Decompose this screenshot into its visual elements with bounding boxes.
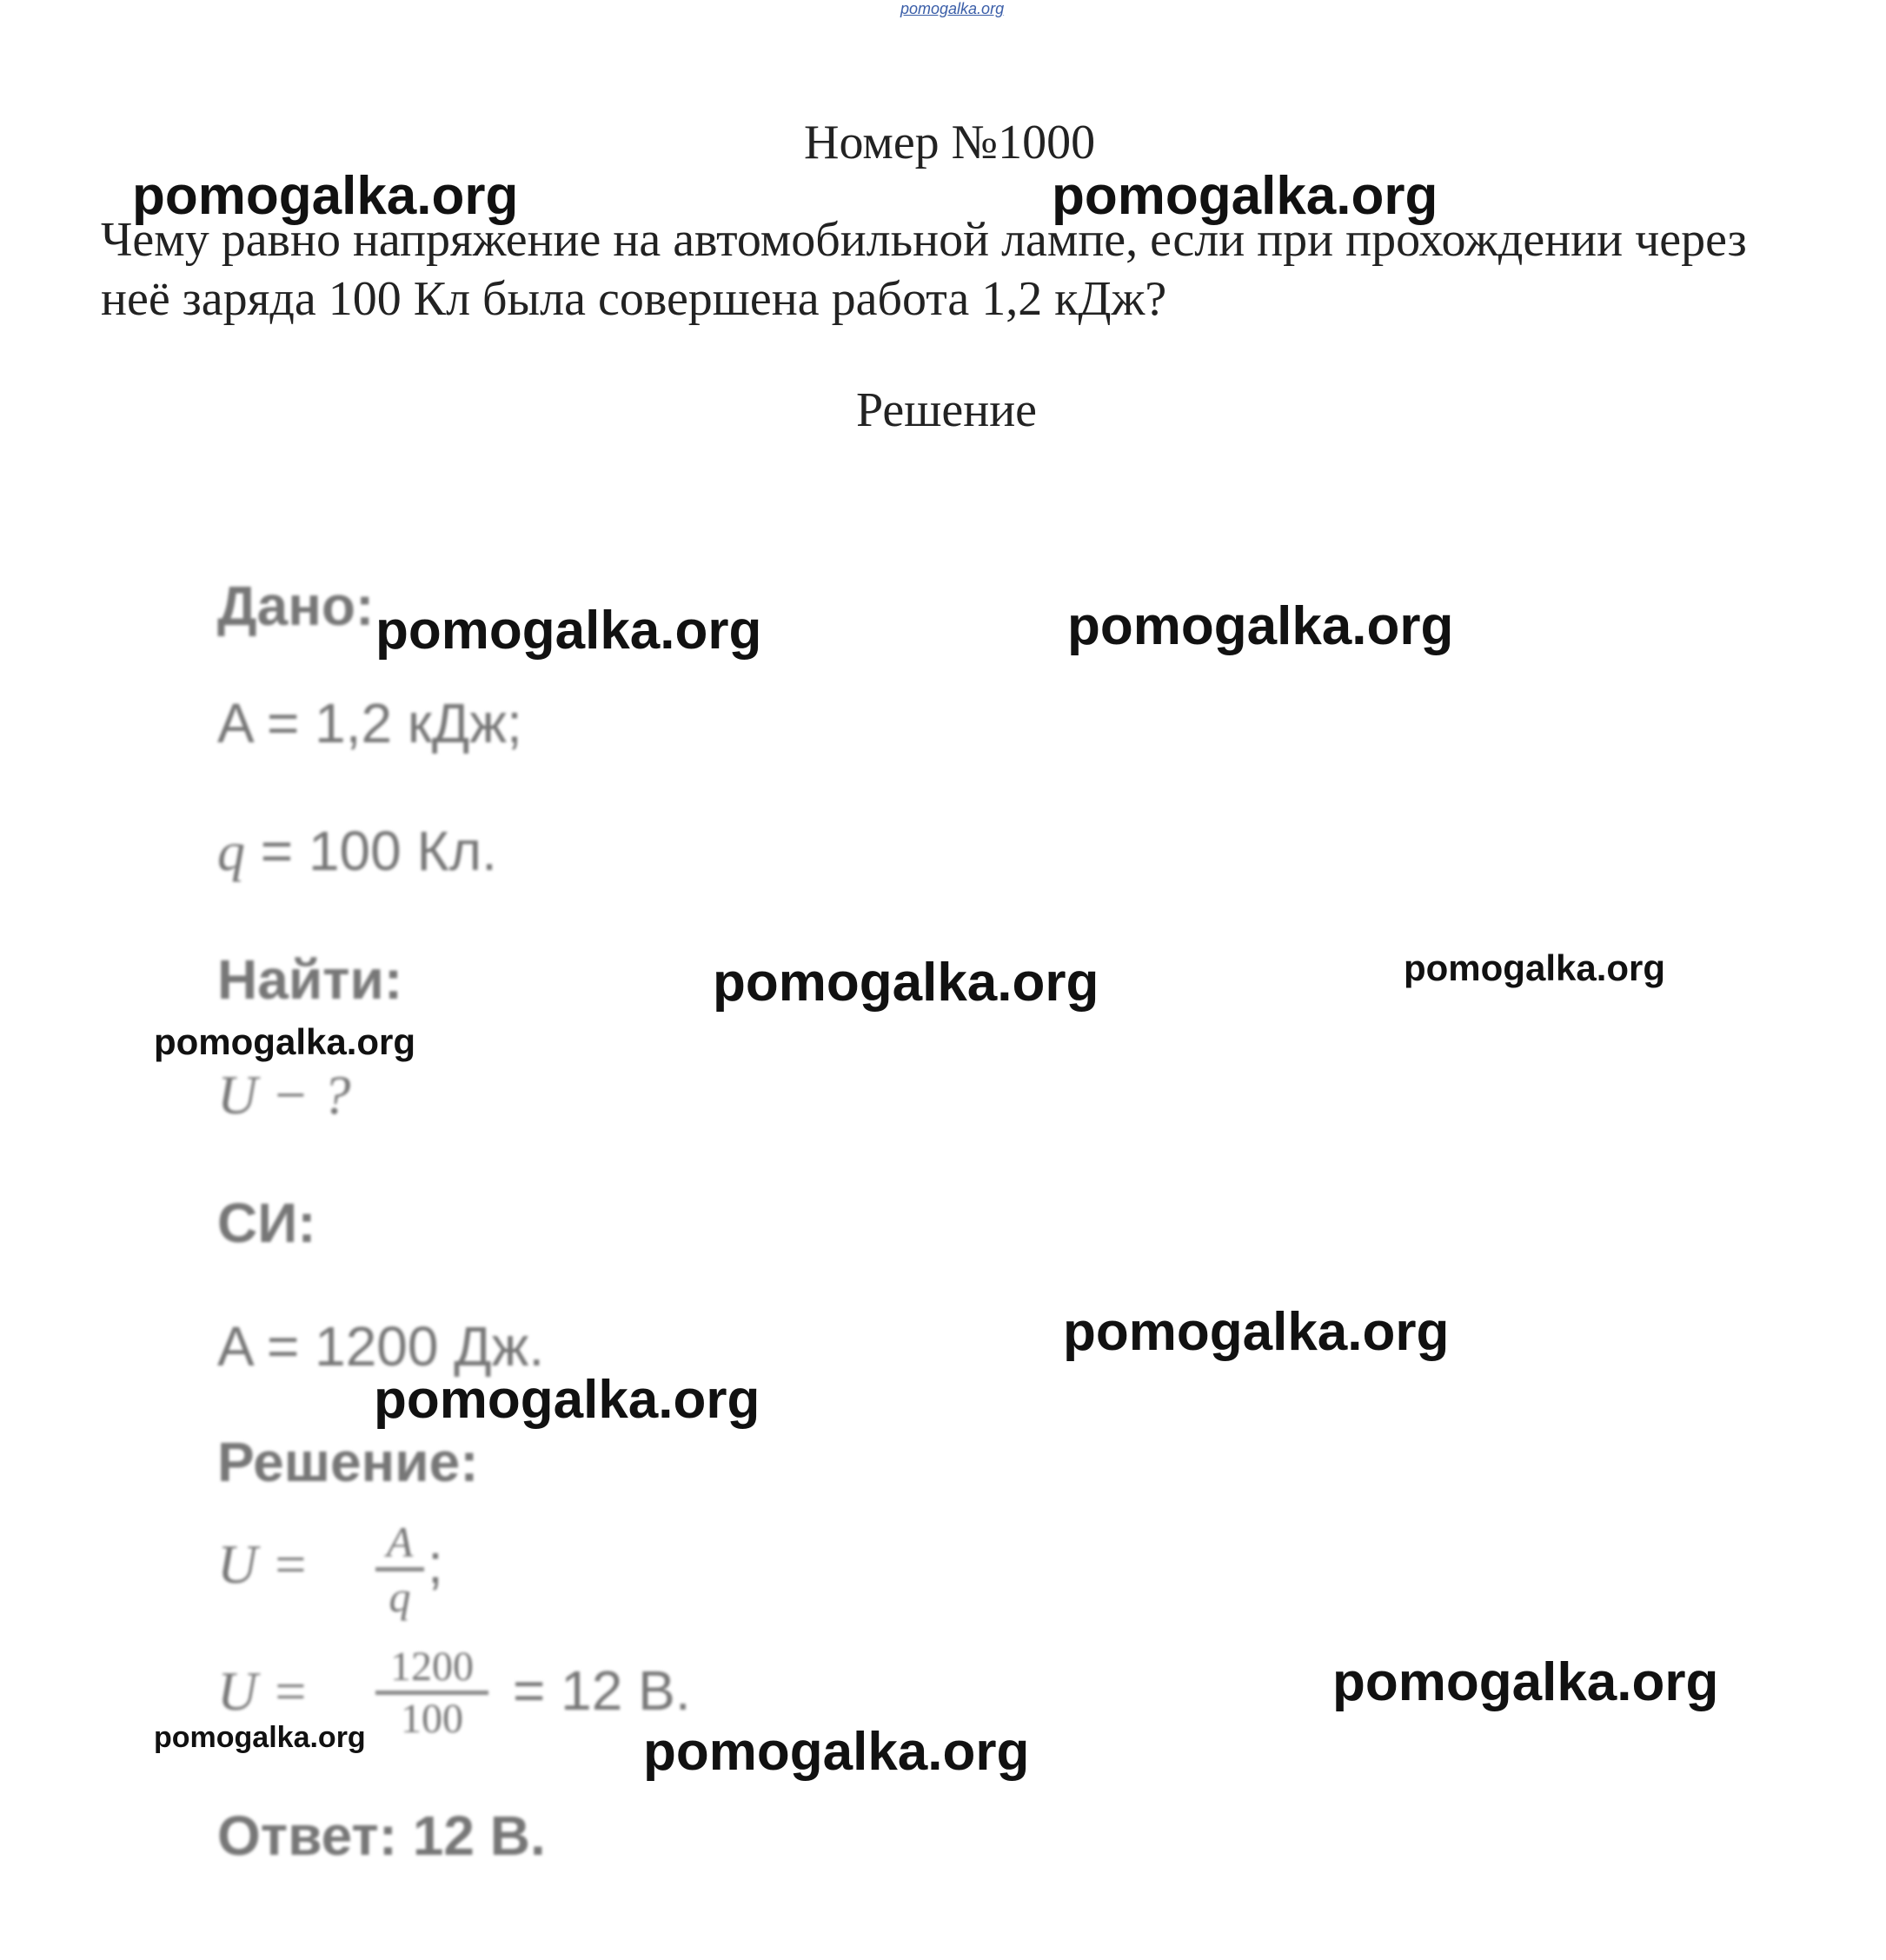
solution-heading: Решение <box>856 383 1038 437</box>
formula-lhs-text: U = <box>217 1533 309 1595</box>
calc-lhs-text: U = <box>217 1660 309 1722</box>
find-label: Найти: <box>217 948 403 1011</box>
watermark: pomogalka.org <box>154 1021 416 1062</box>
formula-lhs <box>217 1531 309 1597</box>
watermark: pomogalka.org <box>1052 166 1438 226</box>
watermark: pomogalka.org <box>1332 1652 1719 1712</box>
formula-numerator: A <box>386 1518 414 1566</box>
page-title: Номер №1000 <box>804 116 1096 169</box>
answer: Ответ: 12 В. <box>217 1804 546 1867</box>
si-label: СИ: <box>217 1192 316 1254</box>
watermark: pomogalka.org <box>643 1722 1030 1782</box>
formula-end: ; <box>428 1532 443 1595</box>
scan-solution-label: Решение: <box>217 1431 479 1493</box>
watermark: pomogalka.org <box>132 166 519 226</box>
charge-variable: q <box>217 821 245 882</box>
watermark: pomogalka.org <box>375 601 762 661</box>
formula-denominator: q <box>388 1572 411 1621</box>
charge-value: = 100 Кл. <box>245 820 497 882</box>
problem-text: Чему равно напряжение на автомобильной лампе, если при прохождении через неё заряда 100 Кл была совершена работа 1,2 кДж? <box>101 213 1747 326</box>
watermark: pomogalka.org <box>1067 596 1454 656</box>
find-voltage <box>217 1062 350 1127</box>
watermark: pomogalka.org <box>374 1370 760 1430</box>
calc-denominator: 100 <box>401 1696 463 1742</box>
calc-numerator: 1200 <box>390 1644 474 1690</box>
calc-lhs <box>217 1658 309 1724</box>
find-voltage-text: U − ? <box>217 1064 351 1126</box>
watermark: pomogalka.org <box>154 1721 366 1754</box>
calc-fraction <box>375 1643 488 1743</box>
watermark: pomogalka.org <box>1404 947 1666 988</box>
watermark: pomogalka.org <box>713 953 1099 1013</box>
given-label: Дано: <box>217 575 375 637</box>
site-link[interactable]: pomogalka.org <box>900 0 1005 17</box>
formula-fraction <box>375 1517 424 1622</box>
calc-result: = 12 В. <box>513 1659 691 1722</box>
given-charge <box>217 819 497 884</box>
si-work: A = 1200 Дж. <box>217 1315 545 1378</box>
given-work: A = 1,2 кДж; <box>217 692 522 754</box>
watermark: pomogalka.org <box>1063 1302 1450 1362</box>
